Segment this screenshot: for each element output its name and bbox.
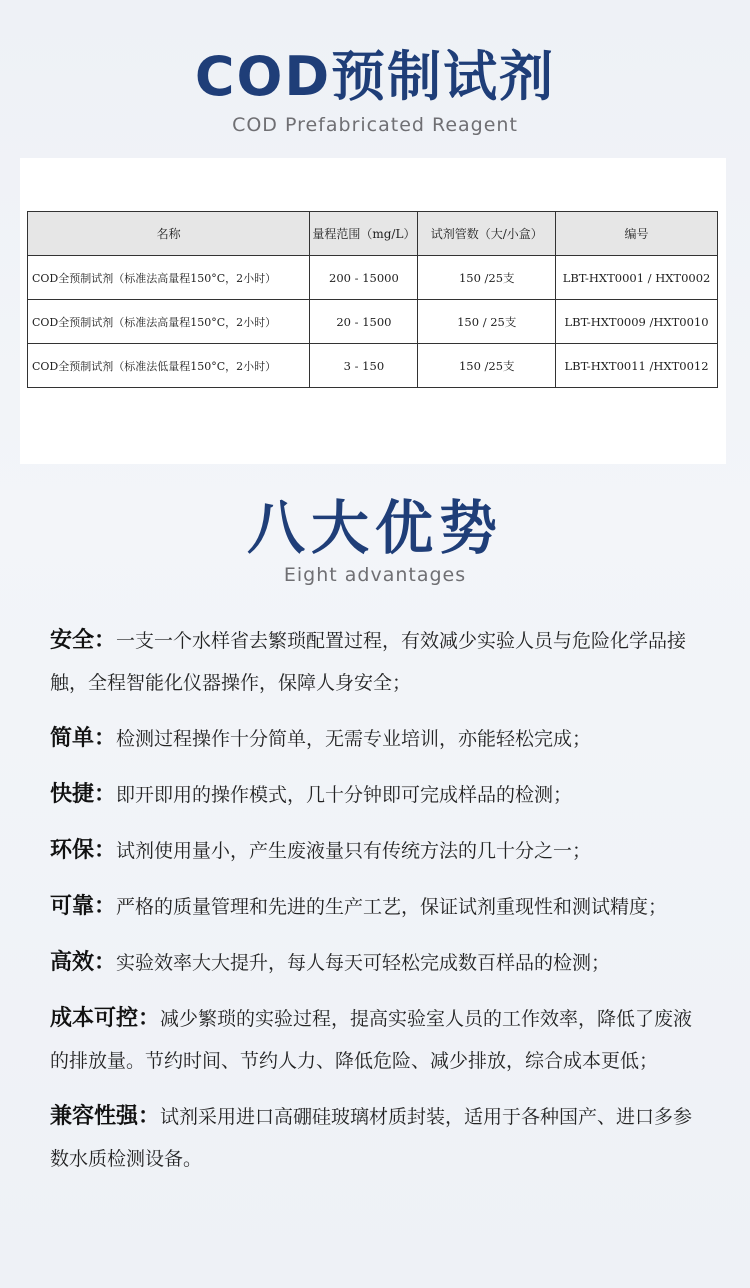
advantage-item bbox=[50, 830, 700, 872]
cell-code: LBT-HXT0011 /HXT0012 bbox=[556, 344, 718, 388]
advantage-item bbox=[50, 620, 700, 704]
advantage-item bbox=[50, 886, 700, 928]
advantage-text: 试剂采用进口高硼硅玻璃材质封装，适用于各种国产、进口多参数水质检测设备。 bbox=[50, 1106, 693, 1170]
advantage-label: 简单： bbox=[50, 726, 117, 751]
table-row bbox=[28, 344, 718, 388]
advantage-text: 检测过程操作十分简单，无需专业培训，亦能轻松完成； bbox=[116, 728, 592, 750]
advantage-item bbox=[50, 1096, 700, 1180]
section-title: COD预制试剂 bbox=[194, 45, 556, 108]
advantage-label: 安全： bbox=[50, 628, 117, 653]
cell-tube-count: 150 /25支 bbox=[418, 344, 556, 388]
advantage-label: 可靠： bbox=[50, 894, 117, 919]
advantage-text: 即开即用的操作模式，几十分钟即可完成样品的检测； bbox=[116, 784, 573, 806]
section-subtitle: COD Prefabricated Reagent bbox=[232, 114, 518, 136]
advantage-text: 试剂使用量小，产生废液量只有传统方法的几十分之一； bbox=[116, 840, 592, 862]
advantage-label: 高效： bbox=[50, 950, 117, 975]
spec-table bbox=[27, 211, 718, 388]
cell-name: COD全预制试剂（标准法高量程150°C，2小时） bbox=[28, 256, 310, 300]
advantage-item bbox=[50, 942, 700, 984]
cell-range: 3 - 150 bbox=[310, 344, 418, 388]
cell-name: COD全预制试剂（标准法高量程150°C，2小时） bbox=[28, 300, 310, 344]
column-header-code: 编号 bbox=[556, 212, 718, 256]
advantage-text: 严格的质量管理和先进的生产工艺，保证试剂重现性和测试精度； bbox=[116, 896, 668, 918]
table-row bbox=[28, 300, 718, 344]
advantages-list bbox=[50, 620, 700, 1194]
advantage-text: 减少繁琐的实验过程，提高实验室人员的工作效率，降低了废液的排放量。节约时间、节约人力、降低危险、减少排放，综合成本更低； bbox=[50, 1008, 693, 1072]
advantage-label: 成本可控： bbox=[50, 1006, 161, 1031]
column-header-range: 量程范围（mg/L） bbox=[310, 212, 418, 256]
advantage-label: 环保： bbox=[50, 838, 117, 863]
section-subtitle: Eight advantages bbox=[283, 564, 467, 586]
cell-tube-count: 150 /25支 bbox=[418, 256, 556, 300]
advantage-item bbox=[50, 774, 700, 816]
table-header-row bbox=[28, 212, 718, 256]
column-header-tube-count: 试剂管数（大/小盒） bbox=[418, 212, 556, 256]
advantage-text: 实验效率大大提升，每人每天可轻松完成数百样品的检测； bbox=[116, 952, 611, 974]
table-row bbox=[28, 256, 718, 300]
advantage-item bbox=[50, 998, 700, 1082]
cell-tube-count: 150 / 25支 bbox=[418, 300, 556, 344]
cell-name: COD全预制试剂（标准法低量程150°C，2小时） bbox=[28, 344, 310, 388]
advantage-item bbox=[50, 718, 700, 760]
advantage-label: 兼容性强： bbox=[50, 1104, 161, 1129]
cell-code: LBT-HXT0001 / HXT0002 bbox=[556, 256, 718, 300]
cell-range: 200 - 15000 bbox=[310, 256, 418, 300]
advantage-text: 一支一个水样省去繁琐配置过程，有效减少实验人员与危险化学品接触，全程智能化仪器操作，保障人身安全； bbox=[50, 630, 687, 694]
column-header-name: 名称 bbox=[28, 212, 310, 256]
cell-range: 20 - 1500 bbox=[310, 300, 418, 344]
advantage-label: 快捷： bbox=[50, 782, 117, 807]
cell-code: LBT-HXT0009 /HXT0010 bbox=[556, 300, 718, 344]
section-title: 八大优势 bbox=[246, 494, 503, 562]
spec-table-panel bbox=[20, 158, 726, 464]
